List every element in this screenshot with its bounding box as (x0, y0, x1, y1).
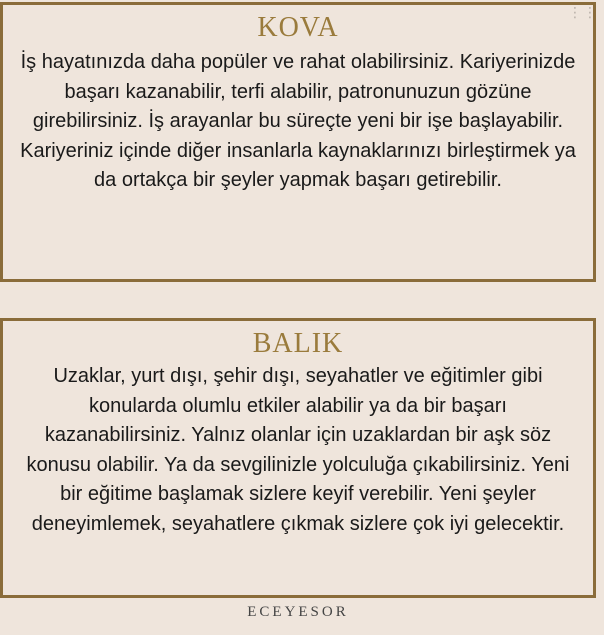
card-kova (0, 2, 596, 282)
card-title: KOVA (257, 12, 339, 43)
card-text: İş hayatınızda daha popüler ve rahat olabilirsiniz. Kariyerinizde başarı kazanabilir, terfi alabilir, patronunuzun gözüne girebilirsiniz. İş arayanlar bu süreçte yeni bir işe başlayabilir. Kariyeriniz içinde diğer insanlarla kaynaklarınızı birleştirmek ya da ortakça bir şeyler yapmak başarı getirebilir. (20, 51, 576, 191)
card-title: BALIK (252, 328, 344, 359)
more-options-icon: ⋮⋮ (568, 4, 598, 20)
card-balik (0, 318, 596, 598)
footer-brand: ECEYESOR (247, 604, 349, 620)
card-text: Uzaklar, yurt dışı, şehir dışı, seyahatler ve eğitimler gibi konularda olumlu etkiler alabilir ya da bir başarı kazanabilirsiniz. Yalnız olanlar için uzaklardan bir aşk söz konusu olabilir. Ya da sevgilinizle yolculuğa çıkabilirsiniz. Yeni bir eğitime başlamak sizlere keyif verebilir. Yeni şeyler deneyimlemek, seyahatlere çıkmak sizlere çok iyi gelecektir. (26, 365, 570, 535)
